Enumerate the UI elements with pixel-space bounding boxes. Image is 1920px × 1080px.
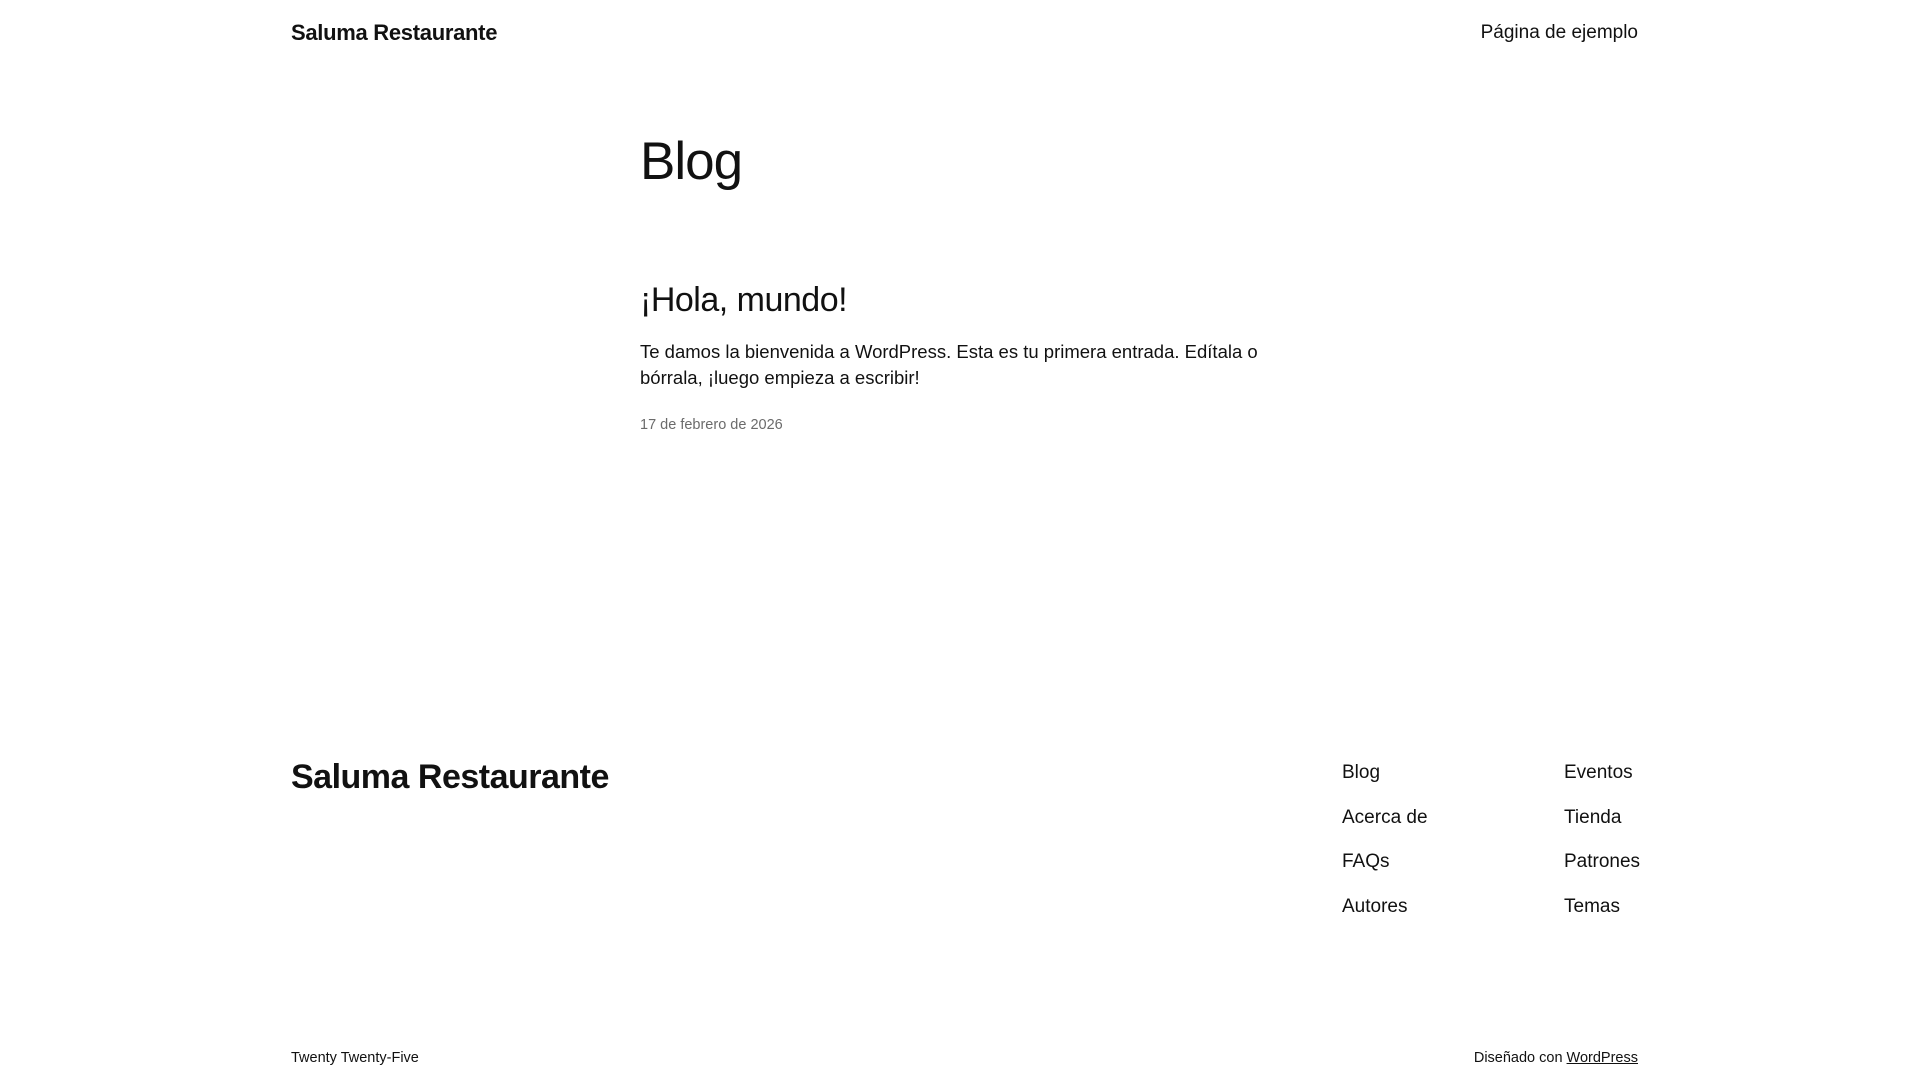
footer-nav-column-1: [1342, 762, 1428, 940]
footer-nav-item: [1564, 851, 1640, 896]
footer-site-title-link[interactable]: Saluma Restaurante: [291, 758, 609, 796]
footer-nav-item: [1342, 851, 1428, 896]
site-footer: [0, 740, 1920, 1080]
footer-link-events[interactable]: Eventos: [1564, 762, 1633, 783]
footer-nav-item: [1342, 762, 1428, 807]
footer-credit: [1474, 1050, 1638, 1066]
nav-link-sample-page[interactable]: Página de ejemplo: [1480, 22, 1638, 43]
footer-link-authors[interactable]: Autores: [1342, 895, 1408, 917]
post-title-link[interactable]: ¡Hola, mundo!: [640, 281, 848, 319]
footer-nav-item: [1564, 896, 1640, 941]
footer-nav-item: [1564, 762, 1640, 807]
site-title-link[interactable]: Saluma Restaurante: [291, 20, 498, 45]
footer-nav-item: [1342, 896, 1428, 941]
footer-theme-name: Twenty Twenty-Five: [291, 1050, 419, 1066]
footer-link-patterns[interactable]: Patrones: [1564, 851, 1641, 872]
post-date[interactable]: 17 de febrero de 2026: [640, 416, 783, 433]
post-excerpt: Te damos la bienvenida a WordPress. Esta es tu primera entrada. Edítala o bórrala, ¡luego empieza a escribir!: [640, 340, 1258, 388]
page-title: Blog: [640, 132, 743, 191]
site-header: [0, 0, 1920, 72]
footer-credit-prefix: Diseñado con: [1473, 1050, 1563, 1066]
footer-link-blog[interactable]: Blog: [1342, 762, 1381, 783]
footer-nav-item: [1342, 807, 1428, 852]
post-title: [640, 280, 1280, 321]
footer-nav-column-2: [1564, 762, 1640, 940]
footer-link-themes[interactable]: Temas: [1564, 895, 1620, 917]
footer-nav-item: [1564, 807, 1640, 852]
footer-wordpress-link[interactable]: WordPress: [1566, 1050, 1638, 1066]
footer-link-shop[interactable]: Tienda: [1564, 806, 1622, 828]
footer-link-faqs[interactable]: FAQs: [1342, 851, 1390, 872]
main-content: [640, 130, 1280, 433]
footer-link-about[interactable]: Acerca de: [1342, 806, 1428, 828]
post-item: [640, 280, 1280, 433]
